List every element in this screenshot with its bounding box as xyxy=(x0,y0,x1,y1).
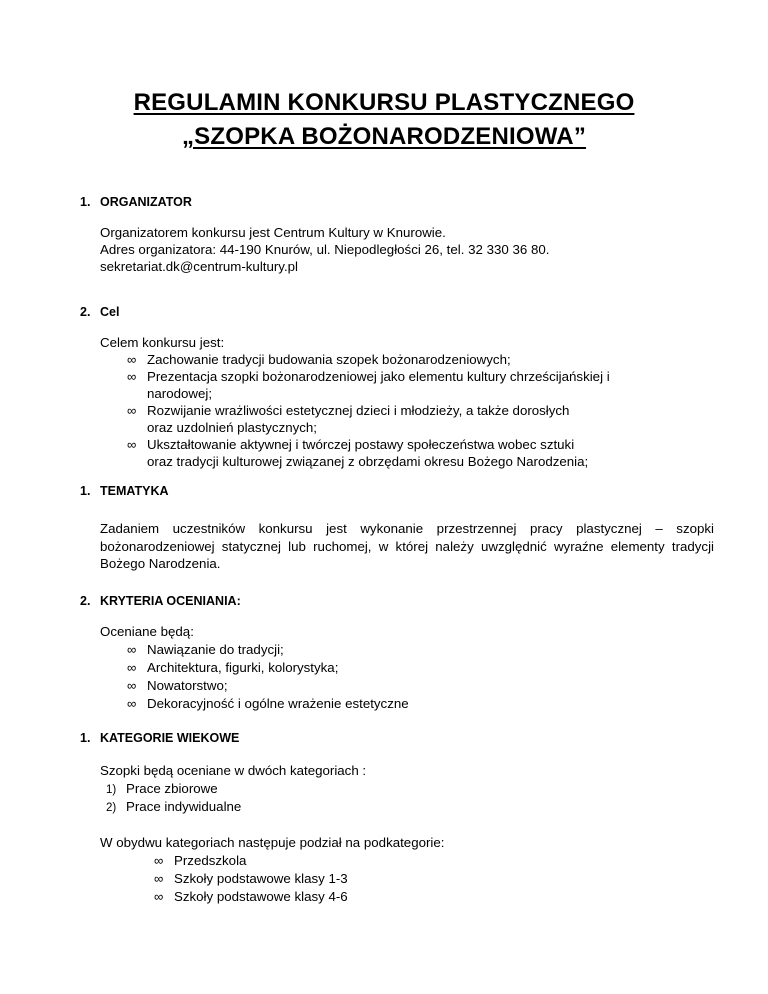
infinity-bullet-icon: ∞ xyxy=(154,853,164,868)
infinity-bullet-icon: ∞ xyxy=(127,660,137,675)
organizer-line-1: Organizatorem konkursu jest Centrum Kultury w Knurowie. xyxy=(100,225,446,240)
infinity-bullet-icon: ∞ xyxy=(127,696,137,711)
subcategory-item-2: ∞ Szkoły podstawowe klasy 1-3 xyxy=(154,871,348,886)
goal-item-2: ∞ Prezentacja szopki bożonarodzeniowej jako elementu kultury chrześcijańskiej i xyxy=(127,369,610,384)
infinity-bullet-icon: ∞ xyxy=(127,678,137,693)
infinity-bullet-icon: ∞ xyxy=(127,642,137,657)
criteria-item-4: ∞ Dekoracyjność i ogólne wrażenie estetyczne xyxy=(127,696,409,711)
goal-item-4: ∞ Ukształtowanie aktywnej i twórczej postawy społeczeństwa wobec sztuki xyxy=(127,437,575,452)
section-3-heading: TEMATYKA xyxy=(100,484,169,498)
theme-paragraph: Zadaniem uczestników konkursu jest wykonanie przestrzennej pracy plastycznej – szopki bożonarodzeniowej statycznej lub ruchomej, w której należy uwzględnić wyraźne elementy tradycji Bożego Narodzenia. xyxy=(100,521,714,571)
infinity-bullet-icon: ∞ xyxy=(127,403,137,418)
section-3-number: 1. xyxy=(80,484,91,498)
goals-intro: Celem konkursu jest: xyxy=(100,335,225,350)
criteria-item-1: ∞ Nawiązanie do tradycji; xyxy=(127,642,284,657)
goal-item-1: ∞ Zachowanie tradycji budowania szopek bożonarodzeniowych; xyxy=(127,352,511,367)
infinity-bullet-icon: ∞ xyxy=(127,352,137,367)
infinity-bullet-icon: ∞ xyxy=(127,369,137,384)
subcategories-intro: W obydwu kategoriach następuje podział na podkategorie: xyxy=(100,835,445,850)
title-line-1: REGULAMIN KONKURSU PLASTYCZNEGO xyxy=(133,89,635,116)
section-1-number: 1. xyxy=(80,195,91,209)
category-item-2: 2) Prace indywidualne xyxy=(106,799,242,814)
categories-intro: Szopki będą oceniane w dwóch kategoriach : xyxy=(100,763,367,778)
section-1-heading: ORGANIZATOR xyxy=(100,195,192,209)
infinity-bullet-icon: ∞ xyxy=(127,437,137,452)
section-5-heading: KATEGORIE WIEKOWE xyxy=(100,731,240,745)
criteria-item-3: ∞ Nowatorstwo; xyxy=(127,678,228,693)
goal-item-3: ∞ Rozwijanie wrażliwości estetycznej dzieci i młodzieży, a także dorosłych xyxy=(127,403,570,418)
criteria-item-2: ∞ Architektura, figurki, kolorystyka; xyxy=(127,660,339,675)
subcategory-item-3: ∞ Szkoły podstawowe klasy 4-6 xyxy=(154,889,348,904)
section-2-number: 2. xyxy=(80,305,91,319)
infinity-bullet-icon: ∞ xyxy=(154,871,164,886)
infinity-bullet-icon: ∞ xyxy=(154,889,164,904)
section-4-heading: KRYTERIA OCENIANIA: xyxy=(100,594,241,608)
title-line-2: „SZOPKA BOŻONARODZENIOWA” xyxy=(181,123,587,150)
section-5-number: 1. xyxy=(80,731,91,745)
subcategory-item-1: ∞ Przedszkola xyxy=(154,853,247,868)
organizer-email: sekretariat.dk@centrum-kultury.pl xyxy=(100,259,298,274)
organizer-address: Adres organizatora: 44-190 Knurów, ul. Niepodległości 26, tel. 32 330 36 80. xyxy=(100,242,550,257)
category-item-1: 1) Prace zbiorowe xyxy=(106,781,218,796)
goal-item-4-cont: oraz tradycji kulturowej związanej z obrzędami okresu Bożego Narodzenia; xyxy=(147,454,589,469)
criteria-intro: Oceniane będą: xyxy=(100,624,194,639)
section-2-heading: Cel xyxy=(100,305,120,319)
goal-item-3-cont: oraz uzdolnień plastycznych; xyxy=(147,420,317,435)
goal-item-2-cont: narodowej; xyxy=(147,386,213,401)
section-4-number: 2. xyxy=(80,594,91,608)
